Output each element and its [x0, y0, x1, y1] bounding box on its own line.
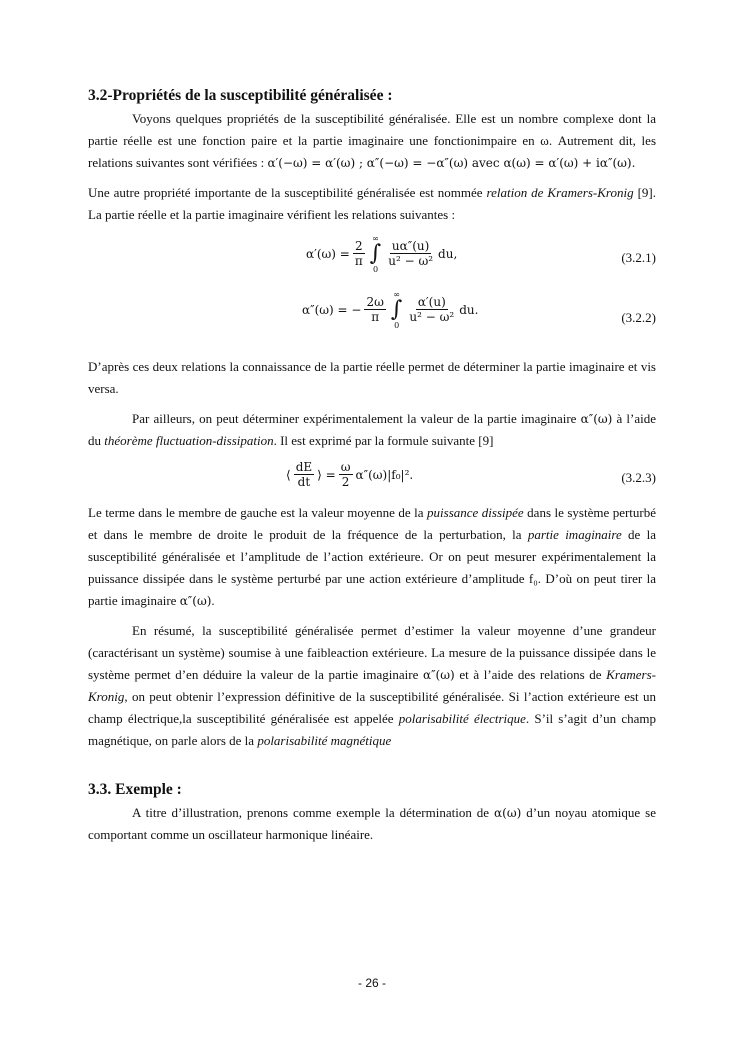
integral-lower-limit: 0 — [372, 265, 379, 274]
math-span: α″(ω) — [580, 412, 613, 426]
section-heading-3-3: 3.3. Exemple : — [88, 781, 182, 798]
paragraph-fluctuation-dissipation — [88, 408, 656, 452]
text-span: Une autre propriété importante de la susceptibilité généralisée est nommée — [88, 185, 487, 200]
text-span: . S’il s’agit d’un champ magnétique, on parle alors de la — [88, 711, 656, 748]
emphasis-span: relation de Kramers-Kronig — [486, 185, 634, 200]
fraction-numerator: dE — [295, 460, 313, 474]
integral-icon: ∫ — [369, 241, 382, 266]
equation-tail: α″(ω)|f₀|². — [355, 468, 414, 482]
equation-tail: du. — [459, 303, 479, 317]
fraction-numerator: 2ω — [366, 295, 384, 309]
equation-lhs: α″(ω) = − — [302, 303, 362, 317]
text-span: dans le système perturbé et dans le membre de droite le produit de la fréquence de la perturbation, la — [88, 505, 657, 542]
emphasis-span: puissance dissipée — [427, 505, 524, 520]
equation-lhs: α′(ω) = — [306, 247, 350, 261]
coefficient-fraction — [353, 239, 365, 269]
fraction-denominator: u² − ω² — [388, 254, 434, 268]
integral-upper-limit: ∞ — [372, 234, 379, 243]
text-span: A titre d’illustration, prenons comme exemple la détermination de — [132, 805, 495, 820]
text-span: . Il est exprimé par la formule suivante [9] — [273, 433, 494, 448]
fraction-denominator: 2 — [341, 475, 350, 489]
text-span: [9]. La partie réelle et la partie imaginaire vérifient les relations suivantes : — [88, 185, 656, 222]
document-page — [88, 86, 656, 846]
integral-sign — [370, 234, 381, 274]
emphasis-span: théorème fluctuation-dissipation — [104, 433, 274, 448]
equation-3-2-1 — [88, 234, 656, 286]
angle-bracket-open: ⟨ — [286, 468, 291, 482]
fraction-denominator: π — [371, 310, 380, 324]
text-span: . — [211, 593, 215, 608]
angle-bracket-close: ⟩ = — [317, 468, 336, 482]
paragraph-consequence: D’après ces deux relations la connaissance de la partie réelle permet de déterminer la partie imaginaire et vis versa. — [88, 359, 656, 396]
text-span: d’un noyau atomique se comportant comme un oscillateur harmonique linéaire. — [88, 805, 656, 842]
equation-number: (3.2.1) — [621, 250, 656, 265]
fraction-numerator: uα″(u) — [391, 239, 430, 253]
section-heading-3-2: 3.2-Propriétés de la susceptibilité généralisée : — [88, 87, 393, 104]
paragraph-example — [88, 802, 656, 846]
derivative-fraction — [294, 460, 314, 490]
coefficient-fraction — [339, 460, 353, 490]
equation-3-2-3 — [88, 456, 656, 502]
fraction-numerator: 2 — [354, 239, 363, 253]
math-span: α″(ω) — [179, 594, 212, 608]
fraction-numerator: α′(u) — [417, 295, 446, 309]
fraction-numerator: ω — [340, 460, 351, 474]
paragraph-summary — [88, 620, 656, 752]
coefficient-fraction — [364, 295, 385, 325]
math-span: α(ω) — [494, 806, 522, 820]
equation-3-2-2 — [88, 290, 656, 352]
fraction-denominator: u² − ω² — [409, 310, 455, 324]
text-span: et à l’aide des relations de — [454, 667, 607, 682]
equation-tail: du, — [438, 247, 458, 261]
integrand-fraction — [386, 239, 435, 269]
text-span: Par ailleurs, on peut déterminer expérimentalement la valeur de la partie imaginaire — [132, 411, 581, 426]
emphasis-span: partie imaginaire — [527, 527, 622, 542]
page-number: - 26 - — [357, 976, 386, 990]
fraction-denominator: π — [354, 254, 363, 268]
emphasis-span: polarisabilité magnétique — [257, 733, 392, 748]
paragraph-kramers-kronig — [88, 182, 656, 226]
equation-number: (3.2.2) — [621, 310, 656, 325]
emphasis-span: polarisabilité électrique — [398, 711, 526, 726]
text-span: à l’aide du — [88, 411, 656, 448]
integral-sign — [391, 290, 402, 330]
integral-upper-limit: ∞ — [393, 290, 400, 299]
paragraph-interpretation — [88, 502, 656, 612]
emphasis-span: Kramers-Kronig — [88, 667, 657, 704]
equation-number: (3.2.3) — [621, 470, 656, 485]
text-span: de la susceptibilité généralisée et l’amplitude de l’action extérieure. Or on peut mesurer expérimentalement la puissance dissipée dans le système perturbé par une action extérieure d’amplitude f₀. D’où on peut tirer la partie imaginaire — [88, 527, 657, 608]
parity-relations-math: α′(−ω) = α′(ω) ; α″(−ω) = −α″(ω) avec α(ω) = α′(ω) + iα″(ω). — [267, 156, 636, 170]
text-span: En résumé, la susceptibilité généralisée permet d’estimer la valeur moyenne d’une grandeur (caractérisant un système) soumise à une faibleaction extérieure. La mesure de la puissance dissipée dans le système permet d’en déduire la valeur de la partie imaginaire — [88, 623, 656, 682]
paragraph-properties — [88, 108, 656, 174]
fraction-denominator: dt — [297, 475, 311, 489]
integrand-fraction — [407, 295, 456, 325]
integral-icon: ∫ — [390, 297, 403, 322]
paragraph-properties-text: Voyons quelques propriétés de la susceptibilité généralisée. Elle est un nombre complexe dont la partie réelle est une fonction paire et la partie imaginaire une fonctionimpaire en ω. Autrement dit, les relations suivantes sont vérifiées : — [88, 111, 656, 170]
text-span: , on peut obtenir l’expression définitive de la susceptibilité généralisée. Si l’action extérieure est un champ électrique,la susceptibilité généralisée est appelée — [88, 689, 656, 726]
integral-lower-limit: 0 — [394, 321, 400, 330]
text-span: Le terme dans le membre de gauche est la valeur moyenne de la — [88, 505, 428, 520]
math-span: α″(ω) — [422, 668, 455, 682]
